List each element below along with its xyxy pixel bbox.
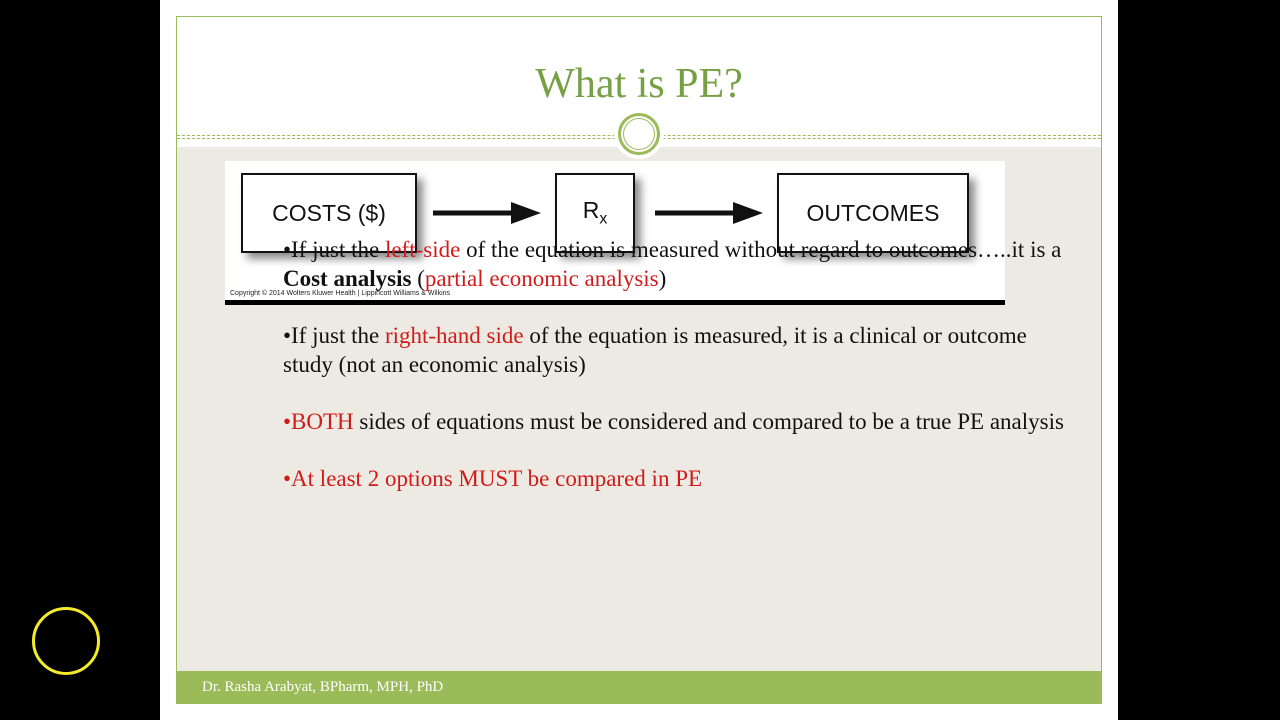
figure-copyright: Copyright © 2014 Wolters Kluwer Health | Lippincott Williams & Wilkins <box>230 290 451 297</box>
slide-footer: Dr. Rasha Arabyat, BPharm, MPH, PhD <box>177 671 1101 703</box>
arrow-right-icon <box>653 201 765 225</box>
bullet-list <box>283 235 1073 521</box>
slide-frame <box>176 16 1102 704</box>
outcomes-box-label: OUTCOMES <box>806 199 940 226</box>
arrow-right-icon <box>431 201 543 225</box>
bullet-cost-analysis: •If just the left-side of the equation is measured without regard to outcomes…..it is a Cost analysis (partial economic analysis) <box>283 237 1062 291</box>
bullet-outcome-study: •If just the right-hand side of the equation is measured, it is a clinical or outcome study (not an economic analysis) <box>283 323 1027 377</box>
rx-box-label: $R_x$ <box>582 197 608 228</box>
costs-box-label: COSTS ($) <box>272 199 386 226</box>
slide-title: What is PE? <box>535 61 743 107</box>
bullet-two-options: •At least 2 options MUST be compared in PE <box>283 466 703 491</box>
cursor-highlight-icon <box>32 607 100 675</box>
circle-ornament-icon <box>614 109 664 159</box>
slide <box>160 0 1118 720</box>
bullet-both-sides: •BOTH sides of equations must be considered and compared to be a true PE analysis <box>283 409 1064 434</box>
